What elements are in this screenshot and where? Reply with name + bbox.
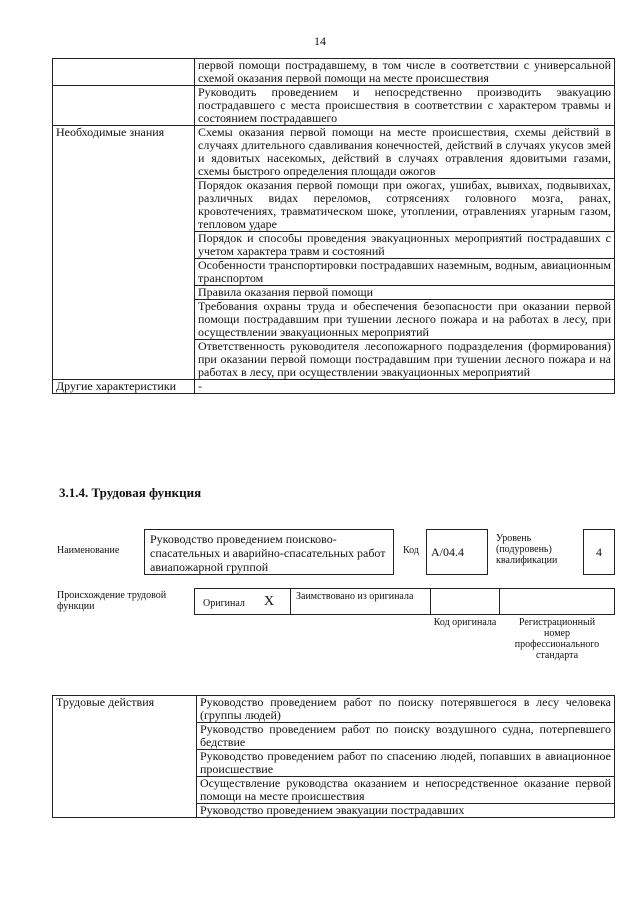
table-cell: Руководство проведением эвакуации пострадавших <box>197 804 615 818</box>
other-characteristics-label: Другие характеристики <box>53 380 195 394</box>
function-name-box: Руководство проведением поисково-спасательных и аварийно-спасательных работ авиапожарной группой <box>144 529 394 575</box>
code-original-box <box>430 588 500 615</box>
table-cell: Порядок оказания первой помощи при ожогах, ушибах, вывихах, подвывихах, различных видах переломов, сотрясениях головного мозга, ранах, кровотечениях, травматическом шоке, утоплении, отравлениях угарным газом, тепловом ударе <box>195 179 615 232</box>
level-label: Уровень (подуровень) квалификации <box>496 533 558 566</box>
empty-label-cell <box>53 86 195 126</box>
knowledge-label: Необходимые знания <box>53 126 195 380</box>
table-cell: Ответственность руководителя лесопожарного подразделения (формирования) при оказании первой помощи пострадавшим при тушении лесного пожара и на работах в лесу, при осуществлении эвакуационных мероприятий <box>195 340 615 380</box>
table-cell: Требования охраны труда и обеспечения безопасности при оказании первой помощи пострадавшим при тушении лесного пожара и на работах в лесу, при осуществлении эвакуационных мероприятий <box>195 300 615 340</box>
knowledge-table <box>52 58 615 394</box>
original-mark: X <box>264 594 275 609</box>
borrowed-label: Заимствовано из оригинала <box>296 591 414 602</box>
section-title: 3.1.4. Трудовая функция <box>59 485 202 500</box>
table-row <box>53 86 615 126</box>
table-cell: - <box>195 380 615 394</box>
table-row <box>53 696 615 723</box>
original-label: Оригинал <box>203 598 245 609</box>
page-number: 14 <box>314 34 326 48</box>
table-cell: первой помощи пострадавшему, в том числе в соответствии с универсальной схемой оказания первой помощи на месте происшествия <box>195 59 615 86</box>
table-row <box>53 59 615 86</box>
actions-table <box>52 695 615 818</box>
reg-number-label: Регистрационный номер профессионального стандарта <box>514 617 600 661</box>
level-box: 4 <box>583 529 615 575</box>
reg-number-box <box>499 588 615 615</box>
table-cell: Руководство проведением работ по поиску воздушного судна, потерпевшего бедствие <box>197 723 615 750</box>
table-cell: Правила оказания первой помощи <box>195 286 615 300</box>
table-cell: Руководить проведением и непосредственно производить эвакуацию пострадавшего с места происшествия в соответствии с характером травмы и состоянием пострадавшего <box>195 86 615 126</box>
empty-label-cell <box>53 59 195 86</box>
name-label: Наименование <box>57 545 120 556</box>
borrowed-box <box>290 588 431 615</box>
origin-label: Происхождение трудовой функции <box>57 590 167 612</box>
original-box <box>194 588 291 615</box>
table-cell: Руководство проведением работ по поиску потерявшегося в лесу человека (группы людей) <box>197 696 615 723</box>
table-cell: Осуществление руководства оказанием и непосредственное оказание первой помощи на месте происшествия <box>197 777 615 804</box>
actions-label: Трудовые действия <box>53 696 197 818</box>
table-cell: Схемы оказания первой помощи на месте происшествия, схемы действий в случаях длительного сдавливания конечностей, действий в случаях укусов змей и ядовитых насекомых, действий в случаях отравления ядовитыми газами, схемы быстрого определения площади ожогов <box>195 126 615 179</box>
table-cell: Особенности транспортировки пострадавших наземным, водным, авиационным транспортом <box>195 259 615 286</box>
table-cell: Руководство проведением работ по спасению людей, попавших в авиационное происшествие <box>197 750 615 777</box>
table-cell: Порядок и способы проведения эвакуационных мероприятий пострадавших с учетом характера травм и состояний <box>195 232 615 259</box>
table-row <box>53 380 615 394</box>
code-box: A/04.4 <box>426 529 488 575</box>
code-original-label: Код оригинала <box>433 617 497 628</box>
code-label: Код <box>403 545 419 556</box>
table-row <box>53 126 615 179</box>
